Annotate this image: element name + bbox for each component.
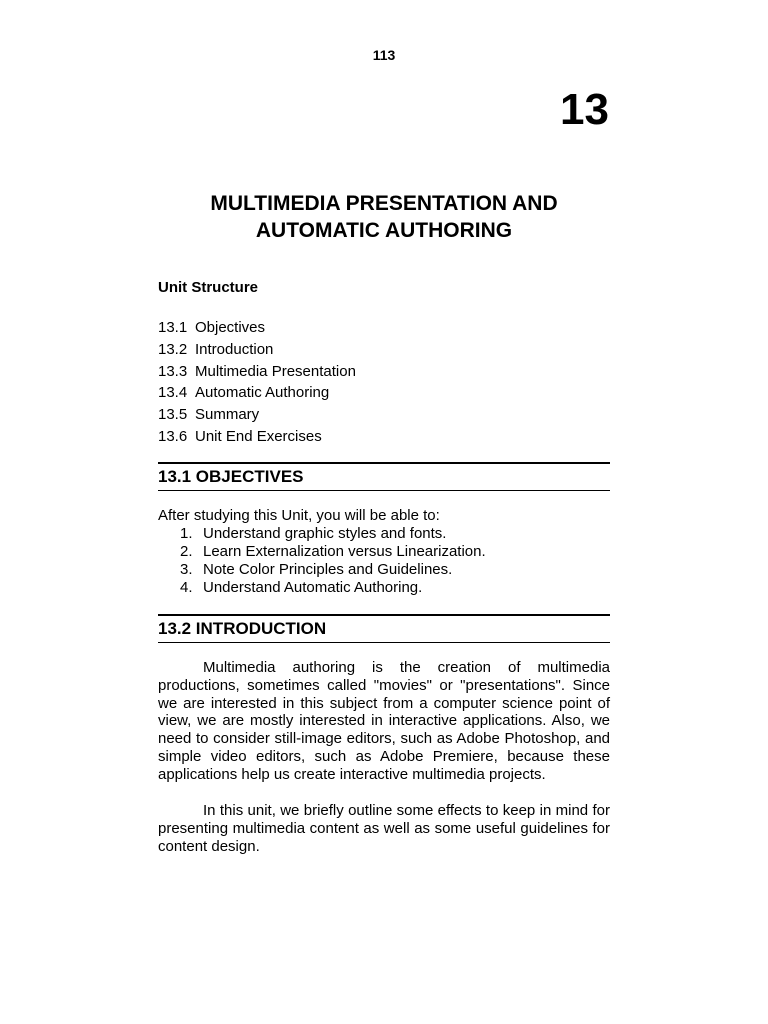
toc-item-label: Summary — [195, 406, 260, 424]
chapter-title-line-1: MULTIMEDIA PRESENTATION AND — [210, 192, 558, 215]
chapter-title — [158, 190, 610, 244]
toc-item-label: Unit End Exercises — [195, 427, 322, 445]
objective-number: 3. — [180, 561, 193, 578]
toc-item — [158, 361, 356, 383]
toc-item-number: 13.6 — [158, 427, 188, 445]
toc-item — [158, 382, 356, 404]
objective-number: 1. — [180, 525, 193, 542]
objective-label: Understand Automatic Authoring. — [203, 579, 423, 596]
introduction-paragraph-1: Multimedia authoring is the creation of multimedia productions, sometimes called "movies" or "presentations". Since we are interested in this subject from a computer science point of view, we are mostly interested in interactive applications. Also, we need to consider still-image editors, such as Adobe Photoshop, and simple video editors, such as Adobe Premiere, because these applications help us create interactive multimedia projects. — [158, 659, 610, 783]
chapter-title-line-2: AUTOMATIC AUTHORING — [255, 219, 513, 242]
toc-item-label: Automatic Authoring — [195, 384, 330, 402]
objectives-heading: 13.1 OBJECTIVES — [158, 462, 610, 491]
toc-item — [158, 339, 356, 361]
objective-item — [180, 525, 486, 543]
chapter-number: 13 — [560, 85, 609, 134]
toc-item — [158, 426, 356, 448]
toc-item-number: 13.3 — [158, 362, 188, 380]
objective-label: Note Color Principles and Guidelines. — [203, 561, 453, 578]
toc-item-label: Introduction — [195, 340, 274, 358]
objective-item — [180, 561, 486, 579]
toc-item-number: 13.1 — [158, 319, 188, 336]
toc-item-number: 13.2 — [158, 340, 188, 358]
toc-item — [158, 317, 356, 339]
toc-item — [158, 404, 356, 426]
objective-item — [180, 579, 486, 597]
objective-number: 4. — [180, 579, 193, 596]
toc-item-label: Objectives — [195, 319, 266, 336]
introduction-paragraph-2: In this unit, we briefly outline some effects to keep in mind for presenting multimedia content as well as some useful guidelines for content design. — [158, 802, 610, 855]
toc-item-number: 13.5 — [158, 406, 188, 424]
objective-label: Understand graphic styles and fonts. — [203, 525, 447, 542]
introduction-heading: 13.2 INTRODUCTION — [158, 614, 610, 643]
unit-structure-heading: Unit Structure — [158, 279, 259, 296]
objective-item — [180, 543, 486, 561]
unit-structure-list — [158, 317, 356, 448]
objective-number: 2. — [180, 543, 193, 560]
toc-item-label: Multimedia Presentation — [195, 362, 356, 380]
page-number: 113 — [372, 47, 396, 63]
objectives-intro: After studying this Unit, you will be able to: — [158, 507, 440, 524]
objective-label: Learn Externalization versus Linearization. — [203, 543, 486, 560]
toc-item-number: 13.4 — [158, 384, 188, 402]
objectives-list — [180, 525, 486, 597]
